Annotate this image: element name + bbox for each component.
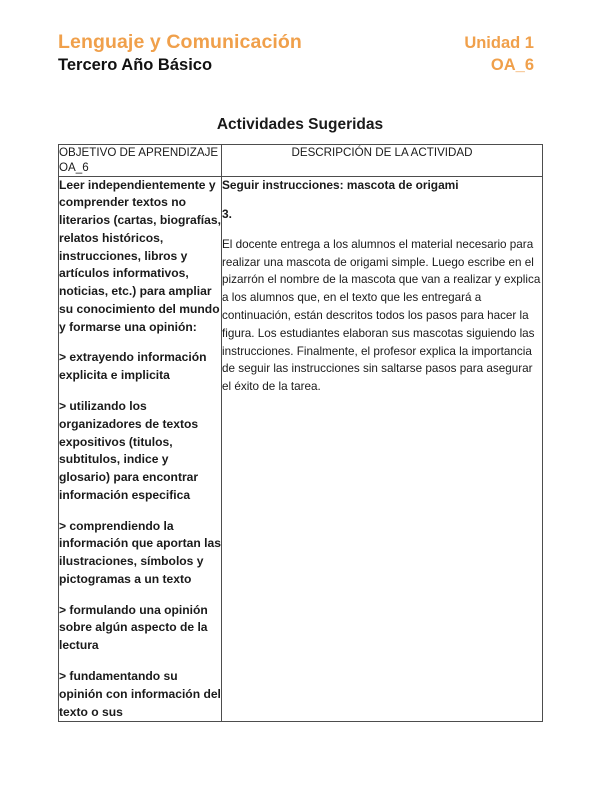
subject-title: Lenguaje y Comunicación xyxy=(58,31,302,53)
table-header-row xyxy=(59,145,543,177)
activity-number: 3. xyxy=(222,207,232,222)
objective-block: > fundamentando su opinión con información del texto o sus xyxy=(59,668,221,719)
objective-block: > utilizando los organizadores de textos expositivos (titulos, subtitulos, indice y glosario) para encontrar información especifica xyxy=(59,399,199,502)
column-header-description: DESCRIPCIÓN DE LA ACTIVIDAD xyxy=(222,145,543,177)
table-row xyxy=(59,176,543,722)
unit-label: Unidad 1 xyxy=(464,34,534,52)
objective-block: > formulando una opinión sobre algún aspecto de la lectura xyxy=(59,602,208,653)
objective-block: Leer independientemente y comprender textos no literarios (cartas, biografías, relatos históricos, instrucciones, libros y artículos informativos, noticias, etc.) para ampliar su conocimiento del mundo y formarse una opinión: xyxy=(59,177,221,334)
objective-block: > extrayendo información explicita e implicita xyxy=(59,350,207,383)
activity-description: El docente entrega a los alumnos el material necesario para realizar una mascota de origami simple. Luego escribe en el pizarrón el nombre de la mascota que van a realizar y explica a los alumnos que, en el texto que les entregará a continuación, están descritos todos los pasos para hacer la figura. Los estudiantes elaboran sus mascotas siguiendo las instrucciones. Finalmente, el profesor explica la importancia de seguir las instrucciones sin saltarse pasos para asegurar el éxito de la tarea. xyxy=(222,237,541,394)
section-title: Actividades Sugeridas xyxy=(216,116,384,133)
header-row-secondary xyxy=(58,56,534,76)
document-header xyxy=(58,32,534,76)
description-cell xyxy=(222,176,543,722)
learning-objective-code: OA_6 xyxy=(490,55,534,74)
header-row-primary xyxy=(58,32,534,54)
grade-level-label: Tercero Año Básico xyxy=(58,55,213,74)
suggested-activities-table xyxy=(58,144,543,722)
column-header-objective: OBJETIVO DE APRENDIZAJE OA_6 xyxy=(59,145,222,177)
objective-block: > comprendiendo la información que aportan las ilustraciones, símbolos y pictogramas a un texto xyxy=(59,518,221,586)
activity-heading: Seguir instrucciones: mascota de origami xyxy=(222,177,459,192)
objective-cell xyxy=(59,176,222,722)
